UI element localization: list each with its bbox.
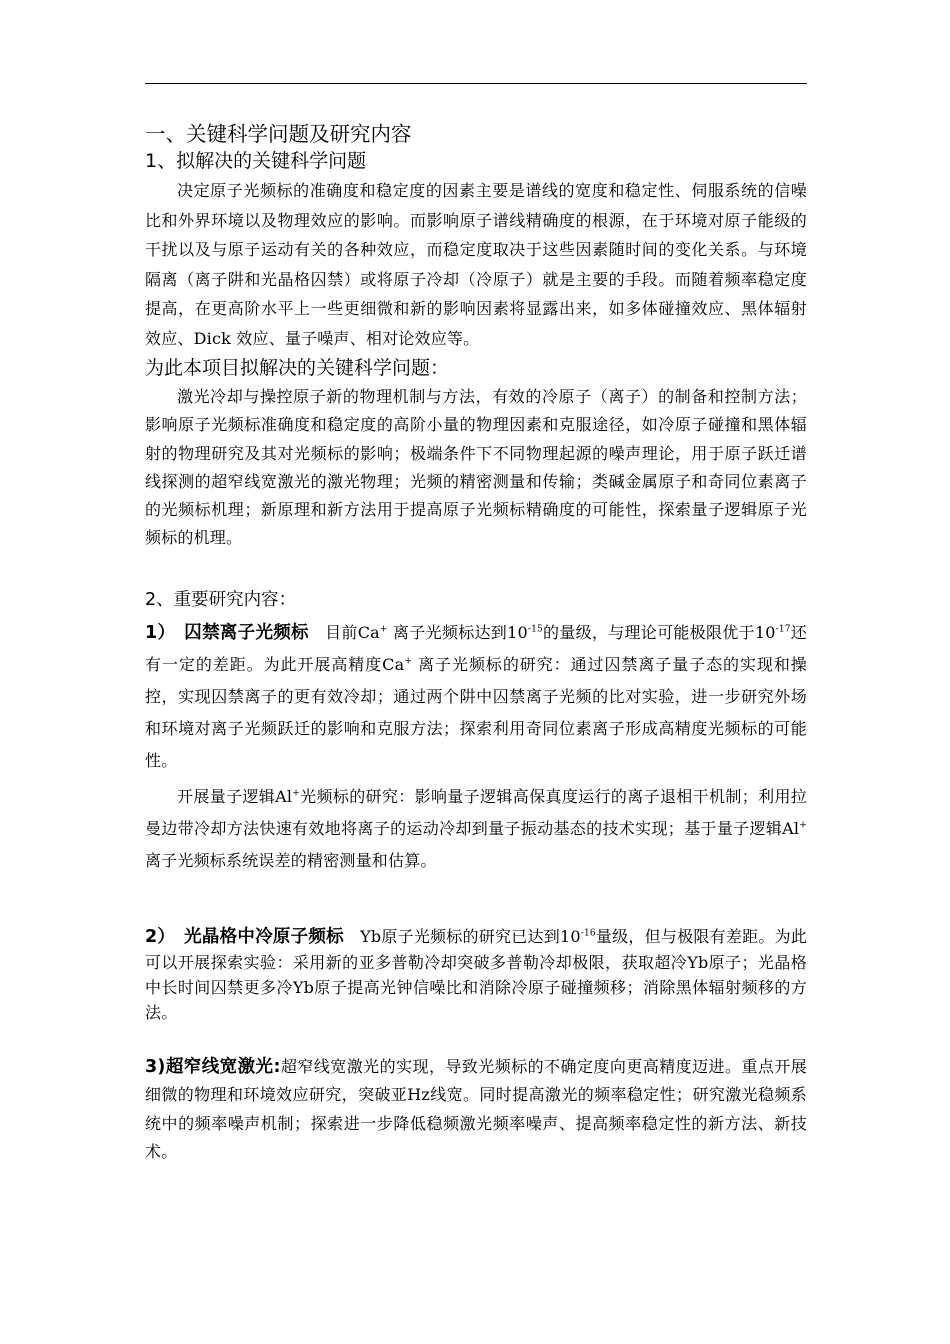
item-ultranarrow-laser-paragraph <box>145 1053 807 1167</box>
paragraph-quantum-logic <box>145 781 807 877</box>
text-span: 的量级，与理论可能极限优于10 <box>542 622 776 642</box>
document-body <box>145 120 807 1167</box>
superscript: + <box>292 788 300 799</box>
paragraph-key-factors: 决定原子光频标的准确度和稳定度的因素主要是谱线的宽度和稳定性、伺服系统的信噪比和外界环境以及物理效应的影响。而影响原子谱线精确度的根源，在于环境对原子能级的干扰以及与原子运动有关的各种效应，而稳定度取决于这些因素随时间的变化关系。与环境隔离（离子阱和光晶格囚禁）或将原子冷却（冷原子）就是主要的手段。而随着频率稳定度提高，在更高阶水平上一些更细微和新的影响因素将显露出来，如多体碰撞效应、黑体辐射效应、Dick 效应、量子噪声、相对论效应等。 <box>145 181 807 348</box>
subsection-heading-1: 1、拟解决的关键科学问题 <box>145 150 367 172</box>
text-span: 离子光频标的研究：通过囚禁离子量子态的实现和操控，实现囚禁离子的更有效冷却；通过两个阱中囚禁离子光频的比对实验，进一步研究外场和环境对离子光频跃迁的影响和克服方法；探索利用奇同位素离子形成高精度光频标的可能性。 <box>145 654 807 770</box>
text-span: Yb原子光频标的研究已达到10 <box>343 926 581 946</box>
superscript: -17 <box>775 624 791 635</box>
item-ion-trap-label: 1） 囚禁离子光频标 <box>145 622 309 643</box>
text-span: 离子光频标系统误差的精密测量和估算。 <box>145 850 437 870</box>
header-rule <box>145 83 807 84</box>
superscript: -15 <box>527 624 543 635</box>
text-span: 开展量子逻辑Al <box>177 786 293 806</box>
text-span: 目前Ca <box>308 622 380 642</box>
superscript: + <box>799 820 807 831</box>
text-span: 超窄线宽激光的实现，导致光频标的不确定度向更高精度迈进。重点开展细微的物理和环境效应研究，突破亚Hz线宽。同时提高激光的频率稳定性；研究激光稳频系统中的频率噪声机制；探索进一步降低稳频激光频率噪声、提高频率稳定性的新方法、新技术。 <box>145 1056 807 1162</box>
key-problems-heading: 为此本项目拟解决的关键科学问题： <box>145 357 450 379</box>
item-ion-trap-paragraph <box>145 617 807 777</box>
text-span: 量级，但与极限有差距。为此可以开展探索实验：采用新的亚多普勒冷却突破多普勒冷却极限，获取超冷Yb原子；光晶格中长时间囚禁更多冷Yb原子提高光钟信噪比和消除冷原子碰撞频移；消除黑体辐射频移的方法。 <box>145 926 808 1022</box>
item-optical-lattice-paragraph <box>145 924 807 1025</box>
paragraph-key-problems: 激光冷却与操控原子新的物理机制与方法，有效的冷原子（离子）的制备和控制方法；影响原子光频标准确度和稳定度的高阶小量的物理因素和克服途径，如冷原子碰撞和黑体辐射的物理研究及其对光频标的影响；极端条件下不同物理起源的噪声理论，用于原子跃迁谱线探测的超窄线宽激光的激光物理；光频的精密测量和传输；类碱金属原子和奇同位素离子的光频标机理；新原理和新方法用于提高原子光频标精确度的可能性，探索量子逻辑原子光频标的机理。 <box>145 387 807 548</box>
superscript: + <box>404 656 413 667</box>
section-heading: 一、关键科学问题及研究内容 <box>145 122 412 146</box>
item-optical-lattice-label: 2） 光晶格中冷原子频标 <box>145 926 344 947</box>
item-ultranarrow-laser-label: 3)超窄线宽激光: <box>145 1056 281 1077</box>
text-span: 还有一定的差距。为此开展高精度Ca <box>145 622 807 674</box>
text-span: 离子光频标达到10 <box>387 622 528 642</box>
subsection-heading-2: 2、重要研究内容： <box>145 589 297 610</box>
superscript: + <box>379 624 388 635</box>
text-span: 光频标的研究：影响量子逻辑高保真度运行的离子退相干机制；利用拉曼边带冷却方法快速有效地将离子的运动冷却到量子振动基态的技术实现；基于量子逻辑Al <box>145 786 808 838</box>
superscript: -16 <box>580 928 596 939</box>
